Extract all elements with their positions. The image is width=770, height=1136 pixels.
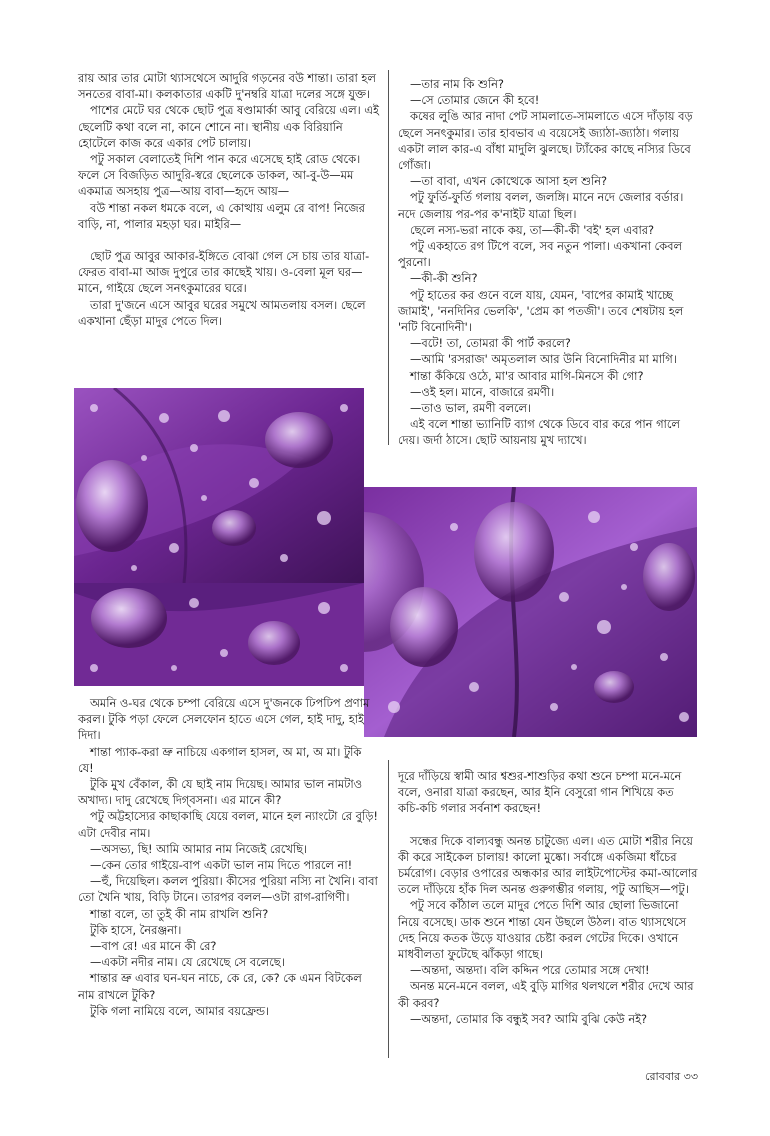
paragraph: টুকি গলা নামিয়ে বলে, আমার বয়ফ্রেন্ড। xyxy=(90,1003,270,1018)
purple-leaves-water-drops-photo xyxy=(74,388,364,583)
dialogue-line: —কী-কী শুনি? xyxy=(410,271,478,286)
dialogue-line: —অসভ্য, ছি! আমি আমার নাম নিজেই রেখেছি। xyxy=(90,841,308,856)
dialogue-line: —হুঁ, দিয়েছিল। কলল পুরিয়া। কীসের পুরিয়া নস্যি না খৈনি। বাবা তো খৈনি খায়, বিড়ি টানে। তারপর বলল—ওটা রাগ-রাগিণী। xyxy=(78,874,378,905)
dialogue-line: —তার নাম কি শুনি? xyxy=(410,77,504,91)
paragraph: শান্তা বলে, তা তুই কী নাম রাখলি শুনি? xyxy=(90,906,269,921)
dialogue-line: —অন্তদা, অন্তদা। বলি কদ্দিন পরে তোমার সঙ্গে দেখা! xyxy=(410,963,650,978)
dialogue-line: —অন্তদা, তোমার কি বন্ধুই সব? আমি বুঝি কেউ নই? xyxy=(410,1011,648,1026)
dialogue-line: —ওই হল। মানে, বাজারে রমণী। xyxy=(410,384,555,399)
dialogue-line: —বাপ রে! এর মানে কী রে? xyxy=(90,939,217,954)
article-column-bottom-left xyxy=(78,695,380,1019)
paragraph: ছেলে নস্য-ভরা নাকে কয়, তা—কী-কী 'বই' হল এবার? xyxy=(410,222,655,237)
column-divider xyxy=(388,760,389,1058)
paragraph: পটু সকাল বেলাতেই দিশি পান করে এসেছে হাই রোড থেকে। ফলে সে বিজড়িত আদুরি-স্বরে ছেলেকে ডাকল, আ-বু-উ—মম একমাত্র অসহায় পুত্র—আয় বাবা—হৃদে আয়— xyxy=(78,152,361,199)
dialogue-line: —আমি 'রসরাজ' অমৃতলাল আর উনি বিনোদিনীর মা মাগি। xyxy=(410,352,677,367)
paragraph: এই বলে শান্তা ভ্যানিটি ব্যাগ থেকে ডিবে বার করে পান গালে দেয়। জর্দা ঠাসে। ছোট আয়নায় মুখ দ্যাখে। xyxy=(398,417,680,448)
paragraph: অনন্ত মনে-মনে বলল, এই বুড়ি মাগির থলথলে শরীর দেখে আর কী করব? xyxy=(398,979,694,1010)
dialogue-line: —কেন তোর গাইয়ে-বাপ একটা ভাল নাম দিতে পারলে না! xyxy=(90,858,353,873)
paragraph: পটু সবে কাঁঠাল তলে মাদুর পেতে দিশি আর ছোলা ভিজানো নিয়ে বসেছে। ডাক শুনে শান্তা যেন উছলে উঠল। বাত থ্যাসথেসে দেহ নিয়ে কতক উড়ে যাওয়ার চেষ্টা করল গেটের দিকে। ওখানে মাধবীলতা ফুটেছে ঝাঁকড়া গাছে। xyxy=(398,898,687,962)
paragraph: পটু হাতের কর গুনে বলে যায়, যেমন, 'বাপের কামাই খাচ্ছে জামাই', 'ননদিনির ভেলকি', 'প্রেম কা পতজী'। তবে শেষটায় হল 'নটি বিনোদিনী'। xyxy=(398,287,684,335)
column-divider xyxy=(388,70,389,445)
article-column-top-left xyxy=(78,70,380,329)
paragraph: বউ শান্তা নকল ধমকে বলে, এ কোত্থায় এলুম রে বাপ! নিজের বাড়ি, না, পালার মহড়া ঘর। মাইরি— xyxy=(78,200,365,231)
dialogue-line: —একটা নদীর নাম। যে রেখেছে সে বলেছে। xyxy=(90,955,285,970)
paragraph: শান্তা প্যাক-করা ভ্রু নাচিয়ে একগাল হাসল, অ মা, অ মা। টুকি যে! xyxy=(78,744,362,775)
article-column-top-right xyxy=(398,76,698,449)
paragraph: রায় আর তার মোটা থ্যাসথেসে আদুরি গড়নের বউ শান্তা। তারা হল সনতের বাবা-মা। কলকাতার একটি দু'নম্বরি যাত্রা দলের সঙ্গে যুক্ত। xyxy=(78,71,376,102)
dialogue-line: —সে তোমার জেনে কী হবে! xyxy=(410,93,540,108)
article-column-bottom-right xyxy=(398,768,698,1027)
paragraph: অমনি ও-ঘর থেকে চম্পা বেরিয়ে এসে দু'জনকে ঢিপঢিপ প্রণাম করল। টুকি পড়া ফেলে সেলফোন হাতে এসে গেল, হাই দাদু, হাই দিদা। xyxy=(78,696,370,743)
paragraph: শান্তার ভ্রু এবার ঘন-ঘন নাচে, কে রে, কে? কে এমন বিটকেল নাম রাখলে টুকি? xyxy=(78,971,362,1002)
dialogue-line: —তাও ভাল, রমণী বললে। xyxy=(410,401,532,416)
paragraph: শান্তা কঁকিয়ে ওঠে, মা'র আবার মাগি-মিনসে কী গো? xyxy=(410,368,644,383)
paragraph: পটু ফুর্তি-ফুর্তি গলায় বলল, জলঙ্গি। মানে নদে জেলার বর্ডার। নদে জেলায় পর-পর ক'নাইট যাত্রা ছিল। xyxy=(398,190,684,221)
page-folio: রোববার ৩৩ xyxy=(645,1070,698,1083)
purple-leaves-water-drops-photo xyxy=(364,487,697,737)
paragraph: কষের লুঙি আর নাদা পেট সামলাতে-সামলাতে এসে দাঁড়ায় বড় ছেলে সনৎকুমার। তার হাবভাব এ বয়েসেই জ্যাঠা-জ্যাঠা। গলায় একটা লাল কার-এ বাঁধা মাদুলি ঝুলছে। ট্যাঁকের কাছে নস্যির ডিবে গোঁজা। xyxy=(398,109,693,173)
paragraph: ছোট পুত্র আবুর আকার-ইঙ্গিতে বোঝা গেল সে চায় তার যাত্রা-ফেরত বাবা-মা আজ দুপুরে তার কাছেই খায়। ও-বেলা মূল ঘর—মানে, গাইয়ে ছেলে সনৎকুমারের ঘরে। xyxy=(78,249,370,296)
paragraph: পটু অট্টহাস্যের কাছাকাছি যেয়ে বলল, মানে হল ন্যাংটো রে বুড়ি! এটা দেবীর নাম। xyxy=(78,809,378,840)
paragraph: সন্ধের দিকে বাল্যবন্ধু অনন্ত চাটুজ্যে এল। এত মোটা শরীর নিয়ে কী করে সাইকেল চালায়! কালো মুষ্কো। সর্বাঙ্গে একজিমা ধাঁচের চর্মরোগ। বেড়ার ওপারের অন্ধকার আর লাইটপোস্টের কমা-আলোর তলে দাঁড়িয়ে হাঁক দিল অনন্ত গুরুগম্ভীর গলায়, পটু আছিস—পটু। xyxy=(398,833,698,897)
paragraph: পটু একহাতে রগ টিপে বলে, সব নতুন পালা। একখানা কেবল পুরনো। xyxy=(398,239,682,270)
paragraph: পাশের মেটে ঘর থেকে ছোট পুত্র ষণ্ডামার্কা আবু বেরিয়ে এল। এই ছেলেটি কথা বলে না, কানে শোনে না। স্থানীয় এক বিরিয়ানি হোটেলে কাজ করে একার পেট চালায়। xyxy=(78,103,379,150)
dialogue-line: —তা বাবা, এখন কোত্থেকে আসা হল শুনি? xyxy=(410,174,608,189)
purple-leaves-water-drops-photo xyxy=(74,583,364,686)
dialogue-line: —বটে! তা, তোমরা কী পার্ট করলে? xyxy=(410,336,571,351)
paragraph: দূরে দাঁড়িয়ে স্বামী আর শ্বশুর-শাশুড়ির কথা শুনে চম্পা মনে-মনে বলে, ওনারা যাত্রা করছেন, আর ইনি বেসুরো গান শিখিয়ে কত কচি-কচি গলার সর্বনাশ করছেন! xyxy=(398,769,682,816)
paragraph: টুকি মুখ বেঁকাল, কী যে ছাই নাম দিয়েছ। আমার ভাল নামটাও অখাদ্য। দাদু রেখেছে দিগ্‌বসনা। এর মানে কী? xyxy=(78,777,363,808)
paragraph: তারা দু'জনে এসে আবুর ঘরের সমুখে আমতলায় বসল। ছেলে একখানা ছেঁড়া মাদুর পেতে দিল। xyxy=(78,297,366,328)
paragraph: টুকি হাসে, নৈরঞ্জনা। xyxy=(90,922,182,937)
